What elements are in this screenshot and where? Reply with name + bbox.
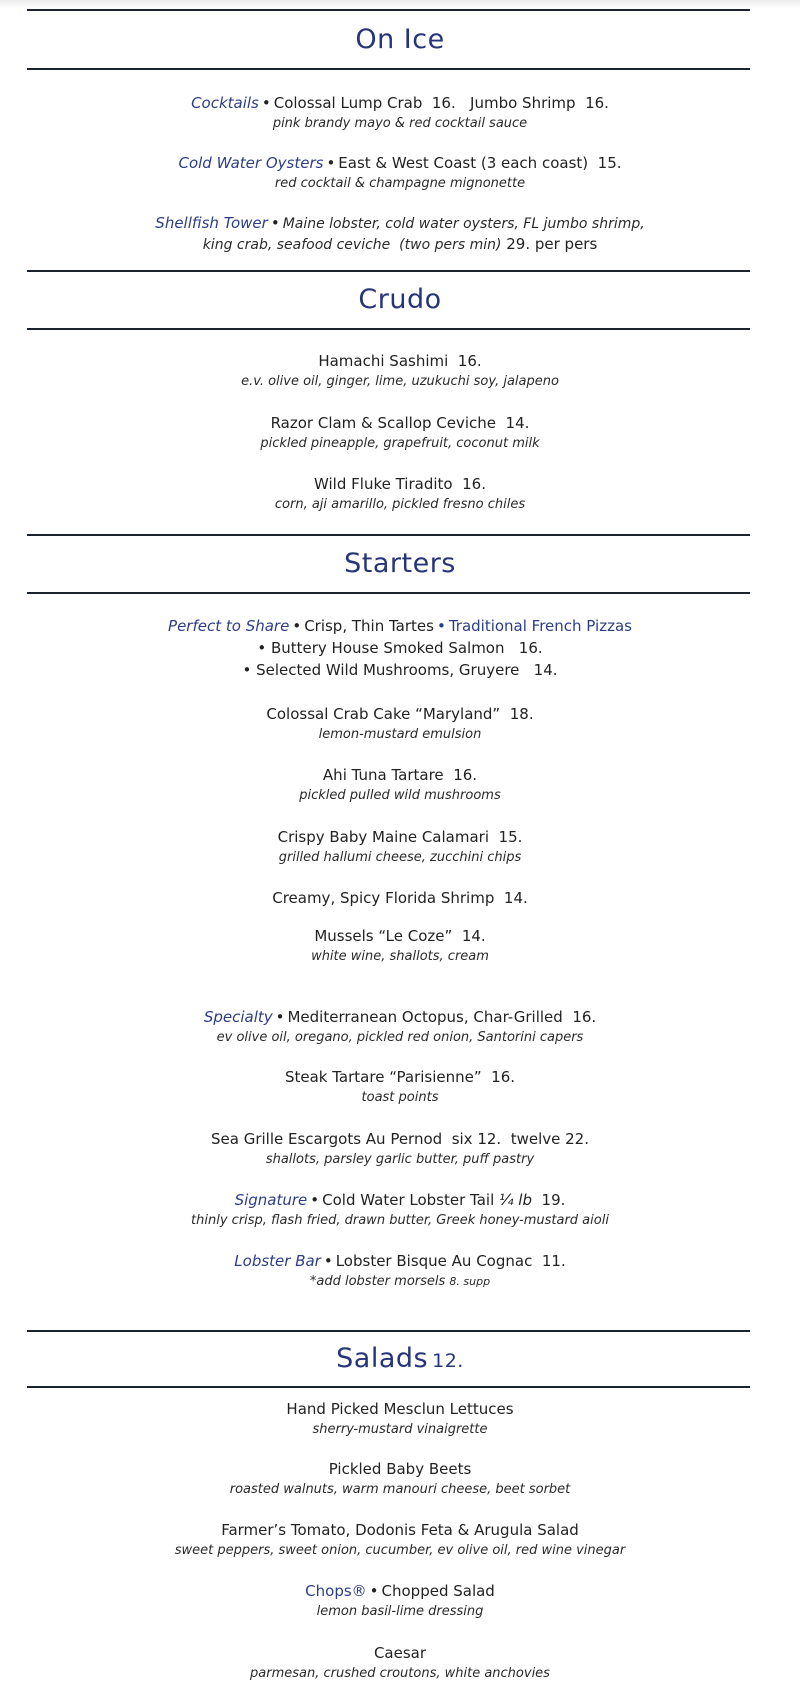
menu-item [0,1519,800,1561]
section-rule [27,270,750,272]
item-description: pickled pineapple, grapefruit, coconut milk [260,436,540,451]
item-description: lemon basil-lime dressing [316,1604,484,1619]
item-description: roasted walnuts, warm manouri cheese, beet sorbet [229,1482,571,1497]
item-name: Wild Fluke Tiradito 16. [314,475,486,493]
item-description: grilled hallumi cheese, zucchini chips [278,850,522,865]
menu-item [0,350,800,392]
menu-item [0,1458,800,1500]
menu-item [0,764,800,806]
item-name: East & West Coast (3 each coast) 15. [338,154,622,172]
item-category: Cocktails [191,94,259,112]
item-price: 29. per pers [506,235,598,253]
item-description: sweet peppers, sweet onion, cucumber, ev olive oil, red wine vinegar [174,1543,626,1558]
item-category: Chops® [305,1582,367,1600]
item-description: corn, aji amarillo, pickled fresno chiles [274,497,526,512]
item-description: king crab, seafood ceviche (two pers min) [202,237,502,253]
item-description: thinly crisp, flash fried, drawn butter, Greek honey-mustard aioli [191,1213,609,1228]
item-category: Lobster Bar [234,1252,321,1270]
item-name: Hamachi Sashimi 16. [318,352,482,370]
item-description: e.v. olive oil, ginger, lime, uzukuchi soy, jalapeno [241,374,559,389]
item-name: Traditional French Pizzas [448,617,632,635]
item-name: Cold Water Lobster Tail [322,1191,499,1209]
item-description: *add lobster morsels [309,1274,446,1289]
item-name: Steak Tartare “Parisienne” 16. [284,1068,516,1086]
item-name: Sea Grille Escargots Au Pernod six 12. twelve 22. [210,1130,589,1148]
menu-item-cold-water-oysters: Cold Water Oysters • East & West Coast (3 each coast) 15. red cocktail & champagne mignonette [0,152,800,194]
item-description: pink brandy mayo & red cocktail sauce [272,116,528,131]
item-name: Farmer’s Tomato, Dodonis Feta & Arugula Salad [221,1521,579,1539]
section-rule [27,1386,750,1388]
section-title-text: Salads [336,1343,429,1374]
section-rule [27,68,750,70]
item-category: Cold Water Oysters [178,154,324,172]
menu-item [0,473,800,515]
menu-item-chops: Chops® • Chopped Salad lemon basil-lime dressing [0,1580,800,1622]
item-category: Signature [234,1191,308,1209]
item-category: Shellfish Tower [155,214,268,232]
item-weight: ¼ lb [499,1191,532,1209]
item-name: Ahi Tuna Tartare 16. [322,766,478,784]
item-description: parmesan, crushed croutons, white anchovies [250,1666,550,1681]
section-title-salads [0,1342,800,1378]
menu-item [0,925,800,967]
item-supplement: 8. supp [449,1275,491,1288]
share-option: • Buttery House Smoked Salmon 16. [257,639,543,657]
menu-item [0,1398,800,1440]
item-category: Perfect to Share [168,617,290,635]
section-title-crudo: Crudo [358,284,442,315]
item-price: 19. [532,1191,566,1209]
item-name: Colossal Crab Cake “Maryland” 18. [266,705,534,723]
menu-item [0,703,800,745]
item-name: Crisp, Thin Tartes [304,617,434,635]
menu-item [0,826,800,868]
item-name: Mediterranean Octopus, Char-Grilled 16. [287,1008,597,1026]
menu-item-perfect-to-share: Perfect to Share • Crisp, Thin Tartes • Traditional French Pizzas • Buttery House Smoked Salmon 16. • Selected Wild Mushrooms, Gruyere 14. [0,615,800,681]
menu-item-lobster-bar: Lobster Bar • Lobster Bisque Au Cognac 11. *add lobster morsels 8. supp [234,1252,566,1289]
menu-item-cocktails: Cocktails • Colossal Lump Crab 16. Jumbo Shrimp 16. pink brandy mayo & red cocktail sauce [0,92,800,134]
item-description: sherry-mustard vinaigrette [312,1422,488,1437]
item-name: Hand Picked Mesclun Lettuces [286,1400,514,1418]
item-name: Caesar [373,1644,427,1662]
top-shade [0,0,800,8]
item-category: Specialty [203,1008,273,1026]
menu-item [0,1128,800,1170]
menu-item-signature: Signature • Cold Water Lobster Tail ¼ lb 19. thinly crisp, flash fried, drawn butter, Greek honey-mustard aioli [0,1189,800,1231]
section-rule [27,1330,750,1332]
item-name: Pickled Baby Beets [328,1460,472,1478]
item-description: pickled pulled wild mushrooms [299,788,501,803]
item-name: Creamy, Spicy Florida Shrimp 14. [272,889,528,907]
item-name: Colossal Lump Crab 16. Jumbo Shrimp 16. [273,94,609,112]
menu-item [0,1642,800,1684]
section-rule [27,534,750,536]
item-name: Razor Clam & Scallop Ceviche 14. [270,414,530,432]
section-rule [27,592,750,594]
item-description: Maine lobster, cold water oysters, FL jumbo shrimp, [282,216,645,232]
menu-item [0,412,800,454]
item-name: Chopped Salad [381,1582,495,1600]
menu-item [0,1066,800,1108]
item-description: shallots, parsley garlic butter, puff pastry [265,1152,535,1167]
item-name: Mussels “Le Coze” 14. [314,927,486,945]
item-description: ev olive oil, oregano, pickled red onion, Santorini capers [216,1030,584,1045]
menu-item-shellfish-tower: Shellfish Tower • Maine lobster, cold water oysters, FL jumbo shrimp, king crab, seafood ceviche (two pers min) 29. per pers [155,214,645,253]
section-rule [27,328,750,330]
item-description: toast points [361,1090,439,1105]
share-option: • Selected Wild Mushrooms, Gruyere 14. [242,661,558,679]
item-name: Crispy Baby Maine Calamari 15. [277,828,523,846]
item-name: Lobster Bisque Au Cognac 11. [335,1252,566,1270]
section-title-on-ice: On Ice [355,24,445,55]
section-rule [27,9,750,11]
menu-item-specialty: Specialty • Mediterranean Octopus, Char-Grilled 16. ev olive oil, oregano, pickled red onion, Santorini capers [0,1006,800,1048]
item-description: red cocktail & champagne mignonette [274,176,526,191]
section-price: 12. [432,1350,464,1372]
menu-item [0,887,800,909]
item-description: lemon-mustard emulsion [318,727,482,742]
section-title-starters: Starters [344,548,456,579]
item-description: white wine, shallots, cream [311,949,489,964]
